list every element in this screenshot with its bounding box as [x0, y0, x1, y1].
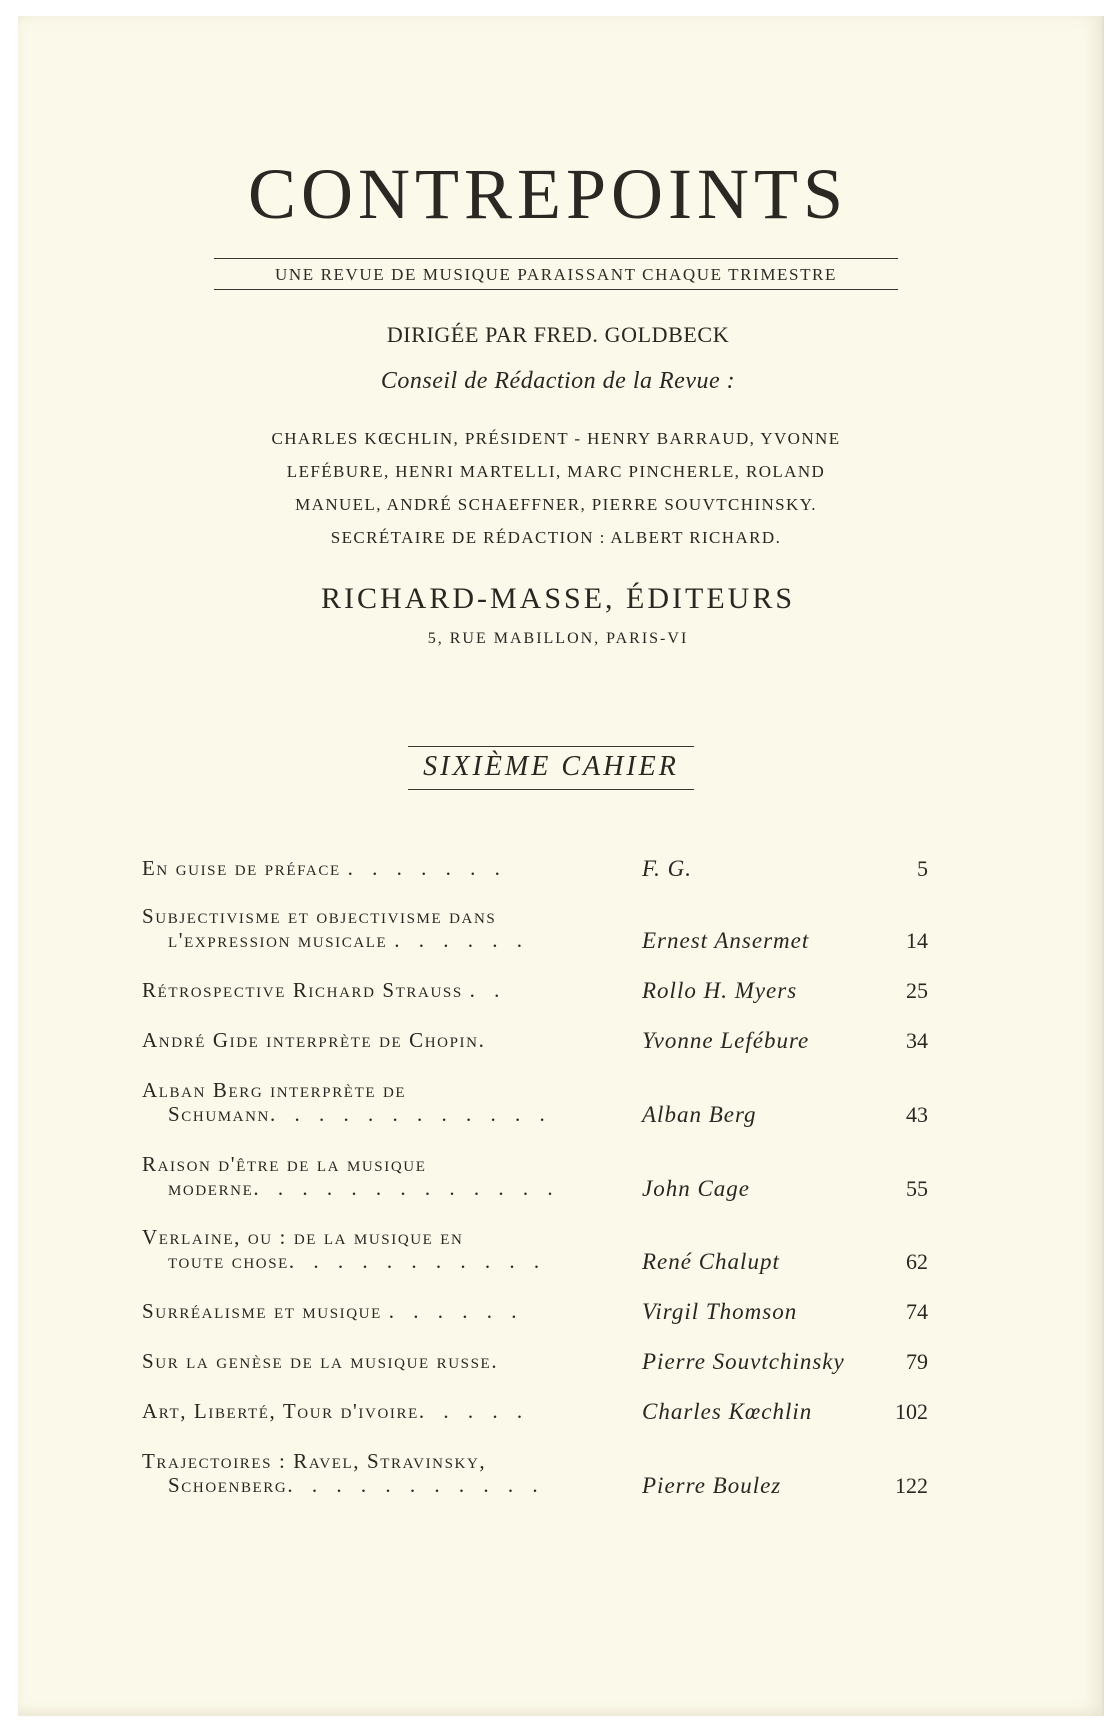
toc-entry-page: 102 — [895, 1399, 928, 1424]
toc-entry-author: Pierre Souvtchinsky — [642, 1349, 845, 1374]
toc-entry-page: 55 — [906, 1176, 928, 1201]
council-line: LEFÉBURE, HENRI MARTELLI, MARC PINCHERLE, ROLAND — [286, 462, 826, 481]
toc-entry-title: Sur la genèse de la musique russe. — [142, 1349, 499, 1373]
council-line: MANUEL, ANDRÉ SCHAEFFNER, PIERRE SOUVTCHINSKY. — [295, 495, 817, 514]
council-line: SECRÉTAIRE DE RÉDACTION : ALBERT RICHARD. — [330, 528, 782, 547]
toc-entry-page: 74 — [906, 1299, 928, 1324]
council-members — [214, 422, 898, 554]
toc-entry-page: 25 — [906, 978, 928, 1003]
toc-entry-page: 5 — [917, 856, 928, 881]
publisher-address: 5, RUE MABILLON, PARIS-VI — [427, 630, 689, 647]
toc-entry-author: Pierre Boulez — [642, 1473, 782, 1498]
journal-title: CONTREPOINTS — [247, 154, 849, 234]
toc-entry-title: Raison d'être de la musique moderne. . . . . . . . . . . . . — [142, 1152, 560, 1200]
toc-entry-title: Subjectivisme et objectivisme dans l'expression musicale . . . . . . — [142, 904, 529, 952]
toc-entry-author: Charles Kœchlin — [642, 1399, 813, 1424]
toc-entry-title: Trajectoires : Ravel, Stravinsky, Schoenberg. . . . . . . . . . . — [142, 1449, 545, 1497]
toc-entry-author: Virgil Thomson — [642, 1299, 798, 1324]
toc-entry-page: 14 — [906, 928, 928, 953]
toc-entry-title: Alban Berg interprète de Schumann. . . . . . . . . . . . — [142, 1078, 552, 1126]
toc-entry-author: F. G. — [642, 856, 692, 881]
toc-entry-author: Yvonne Lefébure — [642, 1028, 810, 1053]
toc-entry-title: Surréalisme et musique . . . . . . — [142, 1299, 524, 1323]
toc-entry-page: 62 — [906, 1249, 928, 1274]
toc-entry-title: Verlaine, ou : de la musique en toute chose. . . . . . . . . . . — [142, 1225, 547, 1273]
toc-entry-author: Alban Berg — [642, 1102, 757, 1127]
journal-subtitle: UNE REVUE DE MUSIQUE PARAISSANT CHAQUE TRIMESTRE — [214, 258, 898, 290]
toc-entry-title: Art, Liberté, Tour d'ivoire. . . . . — [142, 1399, 530, 1423]
publisher-name: RICHARD-MASSE, ÉDITEURS — [320, 582, 796, 615]
toc-entry-author: René Chalupt — [642, 1249, 780, 1274]
toc-entry-title: Rétrospective Richard Strauss . . — [142, 978, 507, 1002]
toc-entry-author: Ernest Ansermet — [642, 928, 810, 953]
toc-entry-title: En guise de préface . . . . . . . — [142, 856, 507, 880]
council-heading: Conseil de Rédaction de la Revue : — [380, 368, 736, 394]
council-line: CHARLES KŒCHLIN, PRÉSIDENT - HENRY BARRAUD, YVONNE — [271, 429, 841, 448]
toc-entry-page: 34 — [906, 1028, 928, 1053]
toc-entry-page: 122 — [895, 1473, 928, 1498]
toc-entry-author: John Cage — [642, 1176, 751, 1201]
toc-entry-title: André Gide interprète de Chopin. — [142, 1028, 486, 1052]
issue-label: SIXIÈME CAHIER — [408, 746, 694, 790]
director-line: DIRIGÉE PAR FRED. GOLDBECK — [386, 322, 730, 347]
toc-entry-page: 43 — [906, 1102, 928, 1127]
toc-entry-author: Rollo H. Myers — [642, 978, 798, 1003]
toc-entry-page: 79 — [906, 1349, 928, 1374]
